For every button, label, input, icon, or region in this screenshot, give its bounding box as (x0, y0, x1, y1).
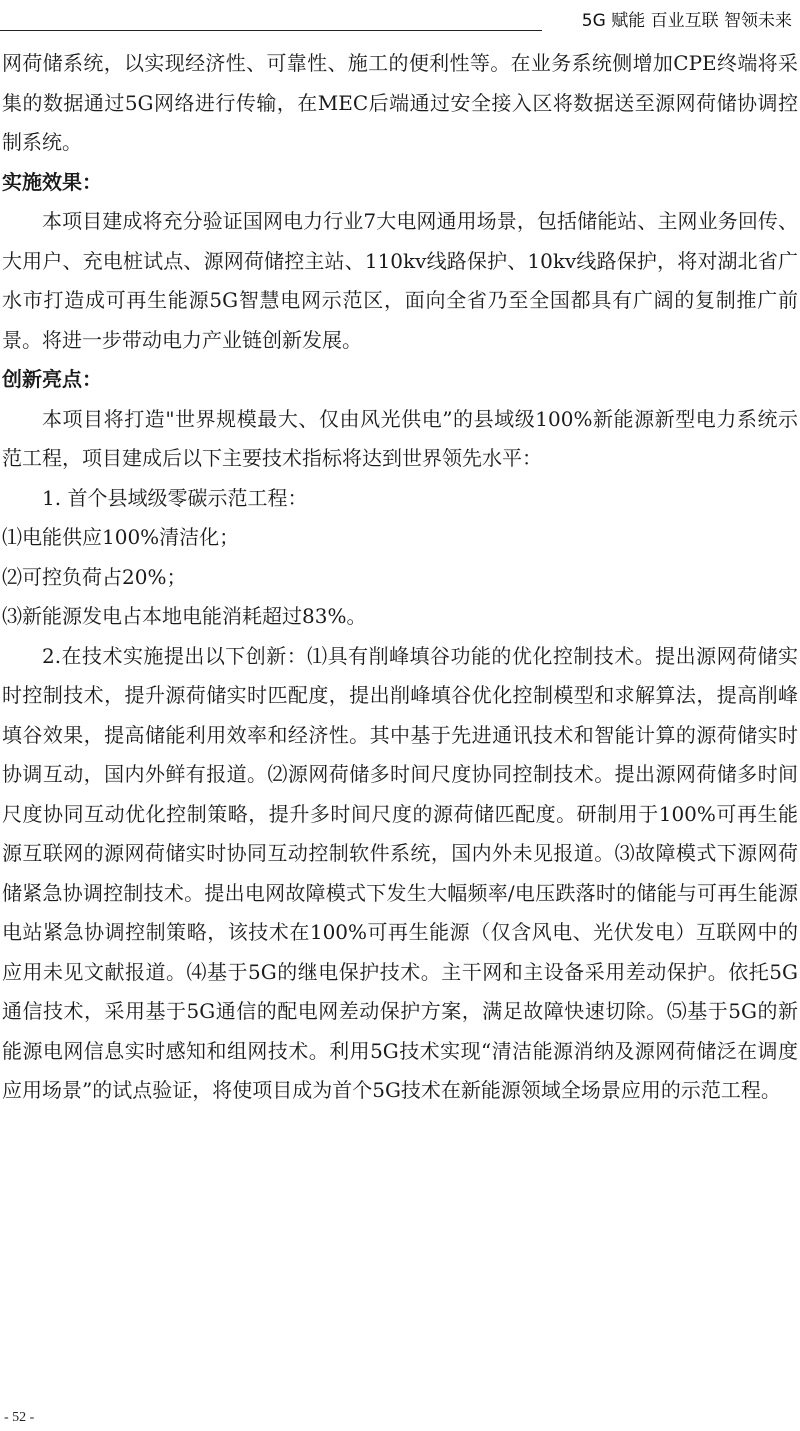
page-number: - 52 - (4, 1410, 35, 1425)
list-item-2: 2.在技术实施提出以下创新：⑴具有削峰填谷功能的优化控制技术。提出源网荷储实时控制技术，提升源荷储实时匹配度，提出削峰填谷优化控制模型和求解算法，提高削峰填谷效果，提高储能利用效率和经济性。其中基于先进通讯技术和智能计算的源荷储实时协调互动，国内外鲜有报道。⑵源网荷储多时间尺度协同控制技术。提出源网荷储多时间尺度协同互动优化控制策略，提升多时间尺度的源荷储匹配度。研制用于100%可再生能源互联网的源网荷储实时协同互动控制软件系统，国内外未见报道。⑶故障模式下源网荷储紧急协调控制技术。提出电网故障模式下发生大幅频率/电压跌落时的储能与可再生能源电站紧急协调控制策略，该技术在100%可再生能源（仅含风电、光伏发电）互联网中的应用未见文献报道。⑷基于5G的继电保护技术。主干网和主设备采用差动保护。依托5G通信技术，采用基于5G通信的配电网差动保护方案，满足故障快速切除。⑸基于5G的新能源电网信息实时感知和组网技术。利用5G技术实现“清洁能源消纳及源网荷储泛在调度应用场景”的试点验证，将使项目成为首个5G技术在新能源领域全场景应用的示范工程。 (2, 643, 798, 1102)
sub-item-2: ⑵可控负荷占20%； (2, 564, 187, 589)
page-header (0, 0, 800, 34)
document-body (2, 44, 798, 1111)
heading-innovation: 创新亮点： (2, 367, 102, 391)
innovation-paragraph: 本项目将打造"世界规模最大、仅由风光供电”的县域级100%新能源新型电力系统示范工程，项目建成后以下主要技术指标将达到世界领先水平： (2, 406, 798, 470)
header-title: 5G 赋能 百业互联 智领未来 (581, 11, 792, 31)
heading-effect: 实施效果： (2, 169, 102, 194)
effect-paragraph: 本项目建成将充分验证国网电力行业7大电网通用场景，包括储能站、主网业务回传、大用户、充电桩试点、源网荷储控主站、110kv线路保护、10kv线路保护，将对湖北省广水市打造成可再生能源5G智慧电网示范区，面向全省乃至全国都具有广阔的复制推广前景。将进一步带动电力产业链创新发展。 (2, 209, 798, 352)
header-rule (0, 30, 542, 31)
list-item-1: 1. 首个县域级零碳示范工程： (42, 485, 308, 510)
sub-item-3: ⑶新能源发电占本地电能消耗超过83%。 (2, 604, 367, 628)
sub-item-1: ⑴电能供应100%清洁化； (2, 525, 240, 549)
intro-paragraph: 网荷储系统，以实现经济性、可靠性、施工的便利性等。在业务系统侧增加CPE终端将采集的数据通过5G网络进行传输，在MEC后端通过安全接入区将数据送至源网荷储协调控制系统。 (2, 51, 798, 154)
